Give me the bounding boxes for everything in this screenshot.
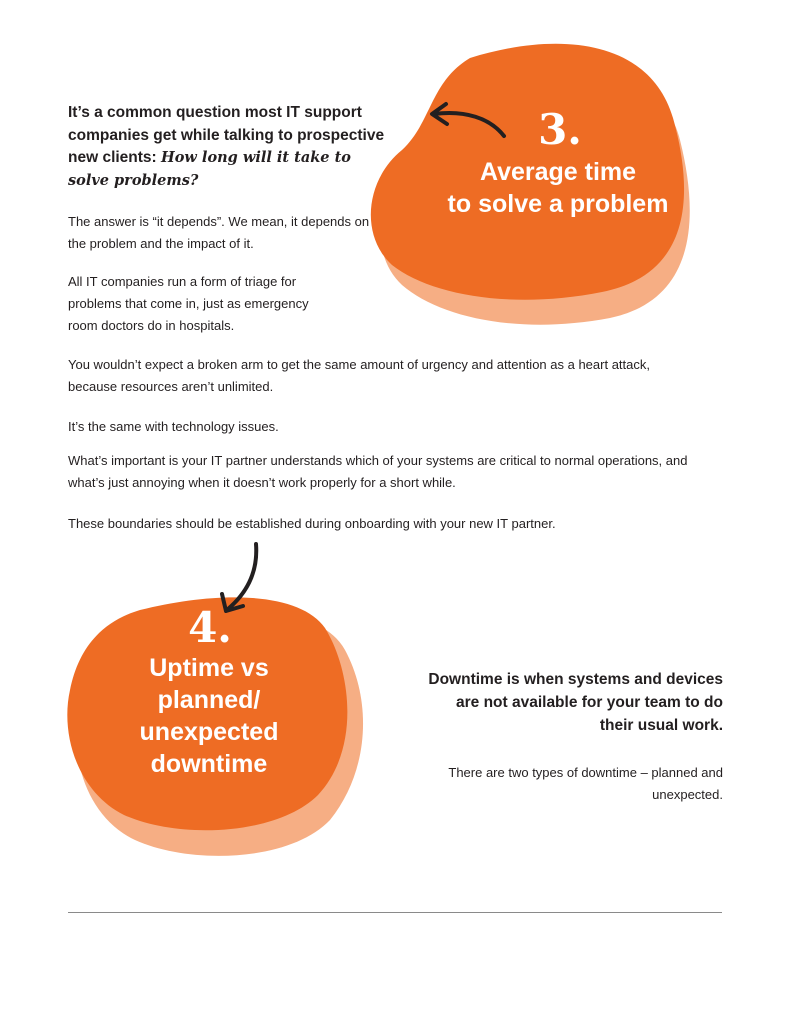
section-4-title-line-3: unexpected [139, 718, 279, 746]
footer-divider [68, 912, 722, 913]
section-4-title-line-2: planned/ [157, 686, 261, 714]
intro-lead-question: How long will it take to solve problems? [68, 149, 351, 189]
section-4-title-line-1: Uptime vs [149, 654, 269, 682]
section-4-number: 4. [188, 603, 232, 652]
section-3-title [420, 156, 696, 220]
paragraph-broken-arm: You wouldn’t expect a broken arm to get the same amount of urgency and attention as a heart attack, because resources aren’t unlimited. [68, 357, 650, 394]
downtime-lead: Downtime is when systems and devices are not available for your team to do their usual work. [428, 671, 723, 734]
paragraph-technology: It’s the same with technology issues. [68, 419, 279, 434]
paragraph-answer: The answer is “it depends”. We mean, it depends on the problem and the impact of it. [68, 214, 370, 251]
paragraph-triage: All IT companies run a form of triage for problems that come in, just as emergency room doctors do in hospitals. [68, 274, 309, 333]
section-4-title-line-4: downtime [150, 750, 268, 778]
paragraph-boundaries: These boundaries should be established during onboarding with your new IT partner. [68, 516, 556, 531]
section-4-title [98, 652, 320, 780]
downtime-body: There are two types of downtime – planned and unexpected. [448, 765, 723, 802]
intro-lead [68, 102, 388, 192]
section-3-number: 3. [538, 105, 582, 154]
intro-lead-text: It’s a common question most IT support companies get while talking to prospective new clients: [68, 104, 385, 166]
section-3-title-line-2: to solve a problem [447, 190, 669, 218]
paragraph-it-partner: What’s important is your IT partner understands which of your systems are critical to normal operations, and what’s just annoying when it doesn’t work properly for a short while. [68, 453, 688, 490]
section-3-title-line-1: Average time [479, 158, 637, 186]
